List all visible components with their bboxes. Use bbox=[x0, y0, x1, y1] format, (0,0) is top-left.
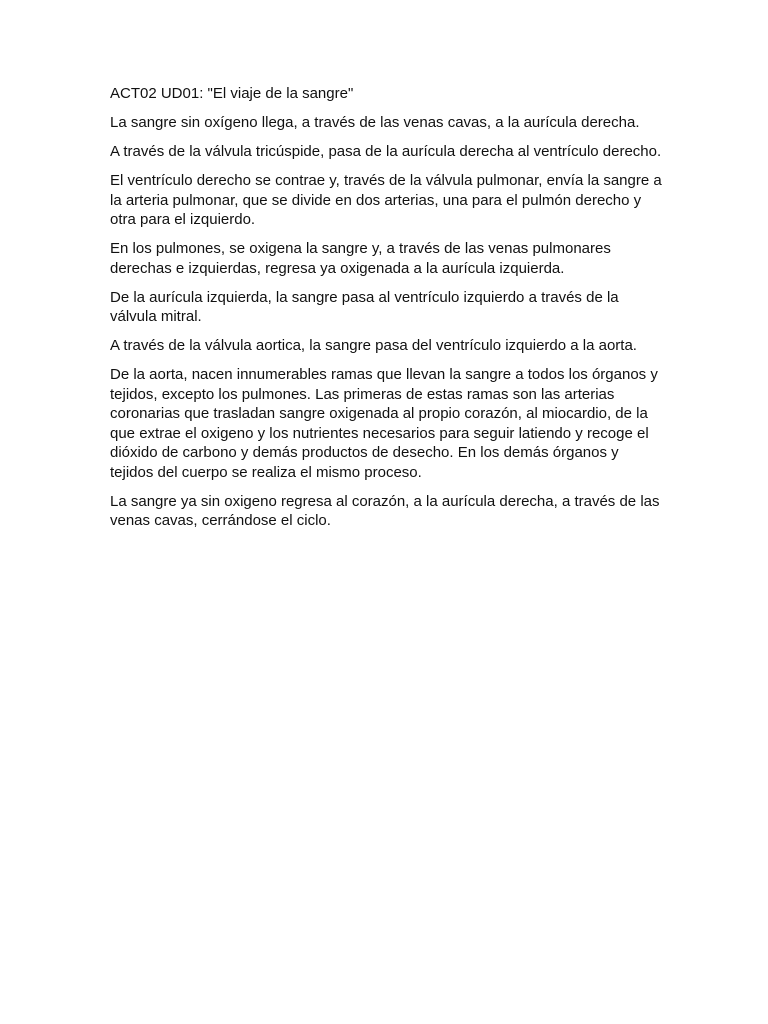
paragraph: El ventrículo derecho se contrae y, través de la válvula pulmonar, envía la sangre a la arteria pulmonar, que se divide en dos arterias, una para el pulmón derecho y otra para el izquierdo. bbox=[110, 172, 662, 228]
document-title: ACT02 UD01: "El viaje de la sangre" bbox=[110, 85, 354, 102]
paragraph: La sangre ya sin oxigeno regresa al corazón, a la aurícula derecha, a través de las venas cavas, cerrándose el ciclo. bbox=[110, 492, 660, 529]
paragraph: De la aorta, nacen innumerables ramas que llevan la sangre a todos los órganos y tejidos, excepto los pulmones. Las primeras de estas ramas son las arterias coronarias que trasladan sangre oxigenada al propio corazón, al miocardio, de la que extrae el oxigeno y los nutrientes necesarios para seguir latiendo y recoge el dióxido de carbono y demás productos de desecho. En los demás órganos y tejidos del cuerpo se realiza el mismo proceso. bbox=[110, 366, 658, 481]
paragraph: La sangre sin oxígeno llega, a través de las venas cavas, a la aurícula derecha. bbox=[110, 114, 640, 131]
paragraph: De la aurícula izquierda, la sangre pasa al ventrículo izquierdo a través de la válvula mitral. bbox=[110, 288, 619, 325]
paragraph: A través de la válvula aortica, la sangre pasa del ventrículo izquierdo a la aorta. bbox=[110, 337, 637, 354]
document-body bbox=[110, 84, 662, 540]
paragraph: A través de la válvula tricúspide, pasa de la aurícula derecha al ventrículo derecho. bbox=[110, 143, 662, 160]
paragraph: En los pulmones, se oxigena la sangre y, a través de las venas pulmonares derechas e izquierdas, regresa ya oxigenada a la aurícula izquierda. bbox=[110, 240, 611, 277]
